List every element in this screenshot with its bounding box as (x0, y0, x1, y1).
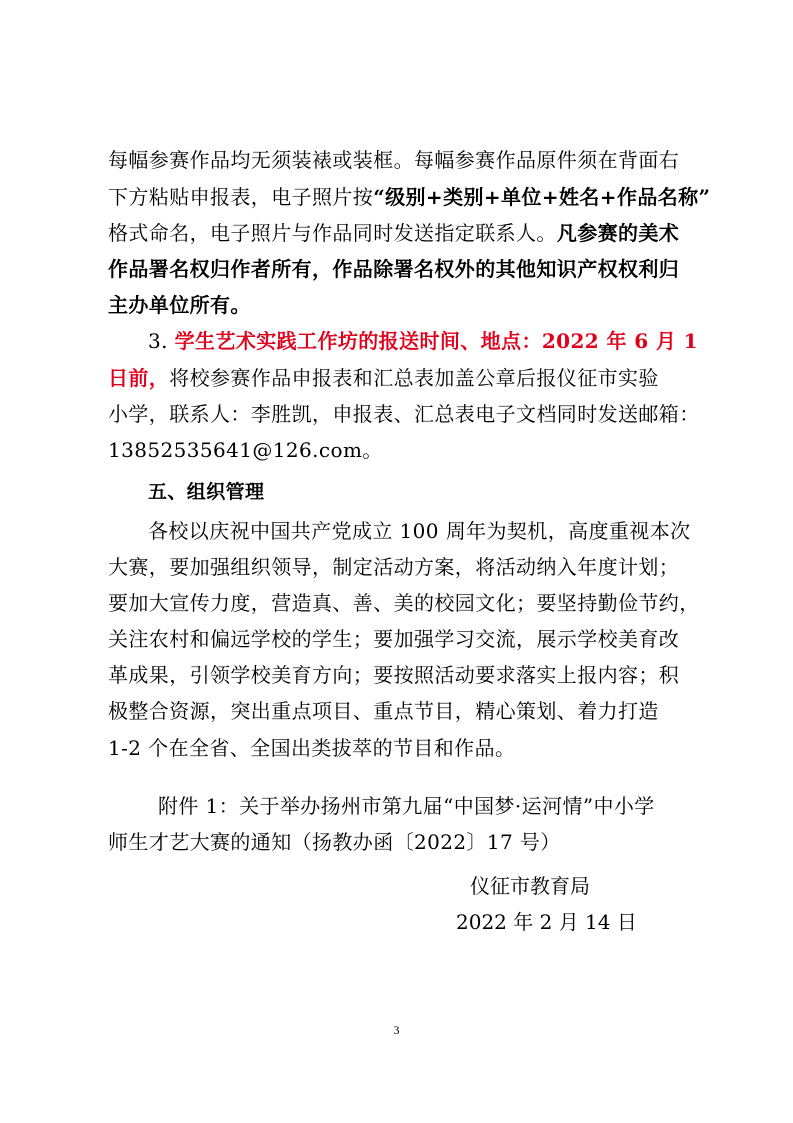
section-5-line-2: 大赛，要加强组织领导，制定活动方案，将活动纳入年度计划； (108, 555, 680, 579)
section-5-line-1: 各校以庆祝中国共产党成立 100 周年为契机，高度重视本次 (148, 519, 691, 543)
red-deadline-end: 日前， (108, 366, 170, 390)
paragraph-1-line-4: 作品署名权归作者所有，作品除署名权外的其他知识产权权利归 (108, 257, 680, 281)
signature-organization: 仪征市教育局 (470, 874, 590, 898)
attachment-line-2: 师生才艺大赛的通知（扬教办函〔2022〕17 号） (108, 830, 561, 854)
item-number: 3. (148, 329, 168, 353)
red-deadline-heading: 学生艺术实践工作坊的报送时间、地点：2022 年 6 月 1 (174, 329, 699, 353)
section-5-line-6: 极整合资源，突出重点项目、重点节目，精心策划、着力打造 (108, 699, 659, 723)
section-5-line-4: 关注农村和偏远学校的学生；要加强学习交流，展示学校美育改 (108, 627, 680, 651)
paragraph-1-line-3 (108, 219, 693, 247)
attachment-line-1: 附件 1：关于举办扬州市第九届“中国梦·运河情”中小学 (158, 794, 655, 818)
section-5-line-3: 要加大宣传力度，营造真、善、美的校园文化；要坚持勤俭节约， (108, 591, 700, 615)
paragraph-1-line-2 (108, 183, 711, 211)
paragraph-1-line-5: 主办单位所有。 (108, 293, 251, 317)
paragraph-2-line-3: 小学，联系人：李胜凯，申报表、汇总表电子文档同时发送邮箱： (108, 402, 700, 426)
paragraph-2-email-line: 13852535641@126.com。 (108, 438, 383, 462)
paragraph-2-line-2 (108, 364, 693, 392)
signature-date: 2022 年 2 月 14 日 (456, 910, 637, 934)
text-span: 将校参赛作品申报表和汇总表加盖公章后报仪征市实验 (169, 366, 659, 390)
paragraph-1-line-1: 每幅参赛作品均无须装裱或装框。每幅参赛作品原件须在背面右 (108, 148, 680, 172)
text-span: 下方粘贴申报表，电子照片按 (108, 185, 374, 209)
page-number: 3 (393, 1023, 400, 1037)
section-5-line-5: 革成果，引领学校美育方向；要按照活动要求落实上报内容；积 (108, 663, 680, 687)
bold-filename-format: “级别+类别+单位+姓名+作品名称” (373, 185, 711, 209)
paragraph-2-line-1 (148, 327, 733, 355)
section-5-heading: 五、组织管理 (148, 481, 265, 503)
text-span: 格式命名，电子照片与作品同时发送指定联系人。 (108, 221, 557, 245)
section-5-line-7: 1-2 个在全省、全国出类拔萃的节目和作品。 (108, 736, 516, 760)
bold-copyright-note: 凡参赛的美术 (556, 221, 680, 245)
